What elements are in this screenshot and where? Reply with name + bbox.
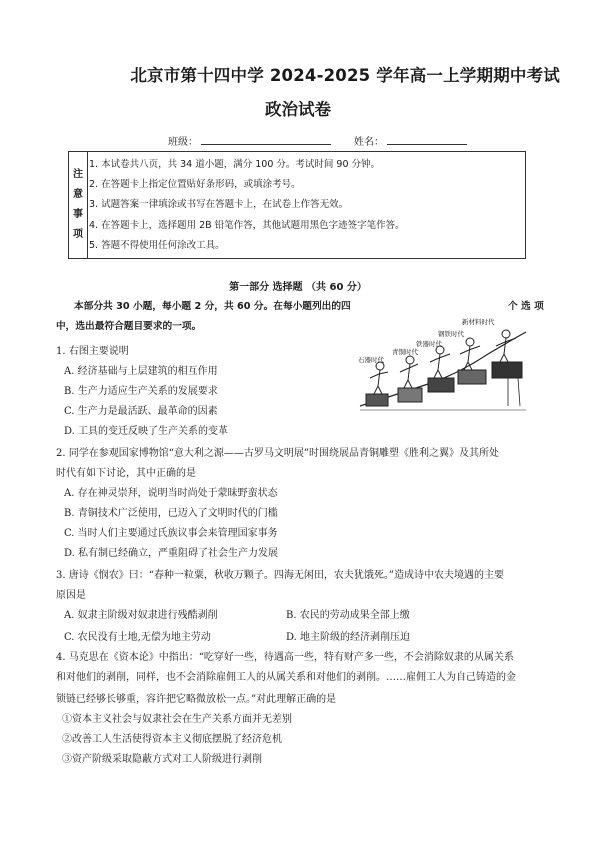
q1-option-a: A. 经济基础与上层建筑的相互作用 [64, 366, 218, 377]
q1-option-c: C. 生产力是最活跃、最革命的因素 [64, 406, 218, 417]
name-field [354, 133, 467, 148]
class-field [168, 133, 331, 148]
exam-subtitle: 政治试卷 [265, 100, 331, 119]
notice-item: 2. 在答题卡上指定位置贴好条形码，或填涂考号。 [89, 179, 301, 191]
q3-stem-line2: 原因是 [56, 590, 86, 601]
q3-option-c: C. 农民没有土地,无偿为地主劳动 [64, 632, 211, 643]
q4-stem-line1: 4. 马克思在《资本论》中指出：“吃穿好一些，待遇高一些，特有财产多一些，不会消除奴隶的从属关系 [56, 652, 514, 663]
notice-item: 1. 本试卷共八页，共 34 道小题，满分 100 分。考试时间 90 分钟。 [89, 159, 381, 170]
q1-option-d: D. 工具的变迁反映了生产关系的变革 [64, 426, 229, 437]
q4-item-2: ②改善工人生活使得资本主义彻底摆脱了经济危机 [62, 734, 282, 745]
q3-option-d: D. 地主阶级的经济剥削压迫 [286, 632, 411, 643]
q3-stem-line1: 3. 唐诗《悯农》曰：“春种一粒粟，秋收万颗子。四海无闲田，农夫犹饿死。”造成诗中农夫境遇的主要 [56, 570, 504, 581]
q2-stem-line1: 2. 同学在参观国家博物馆“意大利之源——古罗马文明展”时围绕展品青铜雕塑《胜利之翼》及其所处 [56, 448, 499, 459]
q2-option-c: C. 当时人们主要通过氏族议事会来管理国家事务 [64, 528, 278, 539]
q3-option-b: B. 农民的劳动成果全部上缴 [286, 610, 410, 621]
q2-option-a: A. 存在神灵崇拜，说明当时尚处于蒙昧野蛮状态 [64, 488, 278, 499]
notice-label-char: 项 [73, 229, 83, 240]
section-intro-line1-tail: 个 选 项 [508, 301, 544, 312]
cartoon-label: 新材料时代 [462, 318, 495, 326]
class-blank [201, 134, 331, 145]
q2-stem-line2: 时代有如下讨论，其中正确的是 [56, 468, 196, 479]
q4-item-3: ③资产阶级采取隐蔽方式对工人阶级进行剥削 [62, 754, 262, 765]
class-label: 班级： [168, 137, 198, 148]
notice-item: 5. 答题不得使用任何涂改工具。 [89, 239, 225, 251]
notice-items [89, 155, 405, 256]
section-intro-line1: 本部分共 30 小题，每小题 2 分，共 60 分。在每小题列出的四 [74, 301, 351, 312]
notice-label [69, 152, 88, 258]
name-blank [387, 134, 467, 145]
q4-stem-line2: 和对他们的剥削，同样，也不会消除雇佣工人的从属关系和对他们的剥削。……雇佣工人为自己铸造的金 [56, 672, 516, 683]
notice-item: 3. 试题答案一律填涂或书写在答题卡上，在试卷上作答无效。 [89, 199, 349, 211]
q4-item-1: ①资本主义社会与奴隶社会在生产关系方面并无差别 [62, 714, 292, 725]
notice-item: 4. 在答题卡上，选择题用 2B 铅笔作答，其他试题用黑色字迹签字笔作答。 [89, 219, 405, 231]
q2-option-b: B. 青铜技术广泛使用，已迈入了文明时代的门槛 [64, 508, 278, 519]
cartoon-label: 钢铁时代 [438, 330, 464, 338]
notice-label-char: 意 [73, 189, 83, 200]
cartoon-label: 青铜时代 [392, 348, 418, 356]
section-intro-line2: 中，选出最符合题目要求的一项。 [56, 321, 202, 332]
exam-title: 北京市第十四中学 2024-2025 学年高一上学期期中考试 [130, 66, 560, 85]
tools-evolution-cartoon [358, 314, 530, 412]
q1-option-b: B. 生产力适应生产关系的发展要求 [64, 386, 218, 397]
q2-option-d: D. 私有制已经确立，严重阻碍了社会生产力发展 [64, 548, 279, 559]
notice-label-char: 事 [73, 209, 83, 220]
notice-label-char: 注 [73, 169, 83, 180]
section-heading: 第一部分 选择题 （共 60 分） [229, 282, 367, 293]
q3-option-a: A. 奴隶主阶级对奴隶进行残酷剥削 [64, 610, 218, 621]
name-label: 姓名： [354, 137, 384, 148]
cartoon-label: 铁器时代 [416, 340, 442, 348]
q4-stem-line3: 锁链已经够长够重，容许把它略微放松一点。”对此理解正确的是 [56, 694, 337, 705]
notice-box [68, 151, 526, 259]
cartoon-label: 石器时代 [358, 356, 384, 364]
q1-stem: 1. 右图主要说明 [56, 346, 129, 357]
